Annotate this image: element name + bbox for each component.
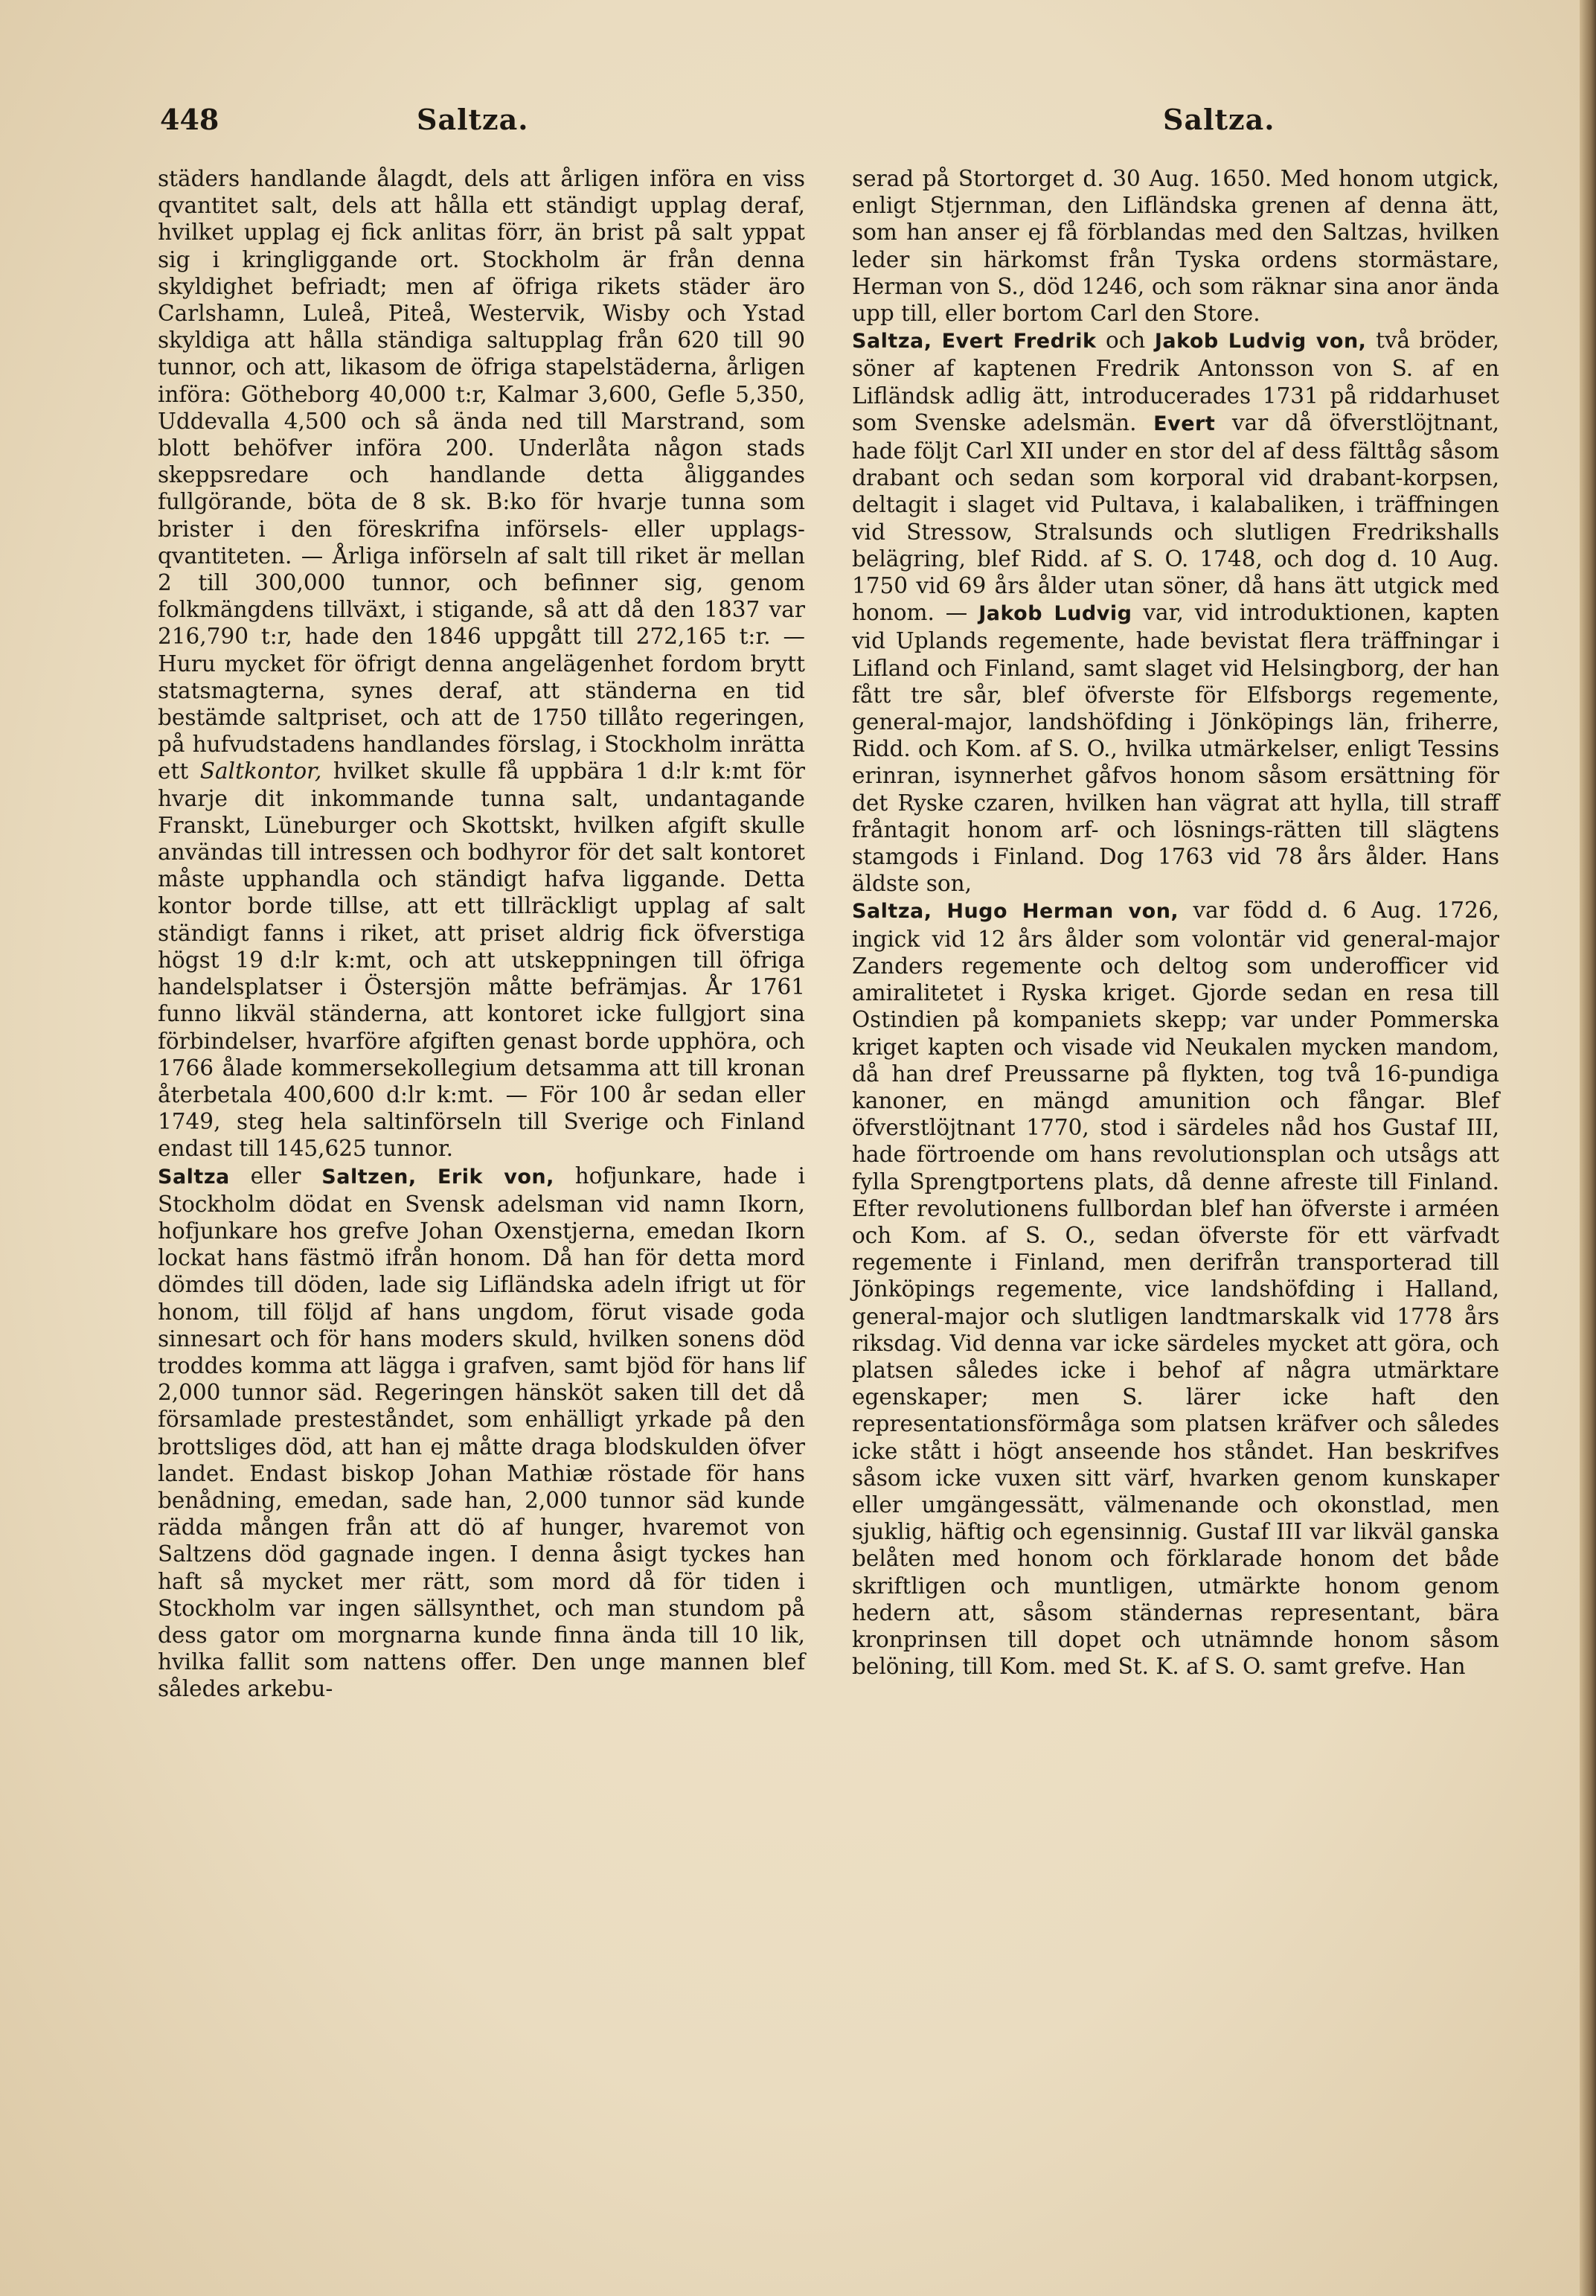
page-spine-shadow <box>1580 0 1596 2296</box>
salt-text-a: städers handlande ålagdt, dels att årligen införa en viss qvantitet salt, dels att hålla ett ständigt upplag deraf, hvilket upplag ej fick anlitas förr, än brist på salt yppat sig i kringliggande ort. Stockholm är från denna skyldighet befriadt; men af öfriga rikets städer äro Carlshamn, Luleå, Piteå, Westervik, Wisby och Ystad skyldiga att hålla ständiga saltupplag från 620 till 90 tunnor, och att, likasom de öfriga stapelstäderna, årligen införa: Götheborg 40,000 t:r, Kalmar 3,600, Gefle 5,350, Uddevalla 4,500 och så ända ned till Marstrand, som blott behöfver införa 200. Underlåta någon stads skeppsredare och handlande detta åliggandes fullgörande, böta de 8 sk. B:ko för hvarje tunna som brister i den föreskrifna införsels- eller upplags-qvantiteten. — Årliga införseln af salt till riket är mellan 2 till 300,000 tunnor, och befinner sig, genom folkmängdens tillväxt, i stigande, så att då den 1837 var 216,790 t:r, hade den 1846 uppgått till 272,165 t:r. — Huru mycket för öfrigt denna angelägenhet fordom brytt statsmagterna, synes deraf, att ständerna en tid bestämde saltpriset, och att de 1750 tillåto regeringen, på hufvudstadens handlandes förslag, i Stockholm inrätta ett <box>158 166 805 784</box>
entry-evert-jakob-saltza <box>852 327 1499 897</box>
salt-article-continuation <box>158 165 805 1163</box>
entry-text: var då öfverstlöjtnant, hade följt Carl XII under en stor del af dess fälttåg såsom drabant och sedan som korporal vid drabant-korpsen, deltagit i slaget vid Pultava, i kalabaliken, i träffningen vid Stressow, Stralsunds och slutligen Fredrikshalls belägring, blef Ridd. af S. O. 1748, och dog d. 10 Aug. 1750 vid 69 års ålder utan söner, då hans ätt utgick med honom. — <box>852 409 1500 626</box>
erik-entry-continuation: serad på Stortorget d. 30 Aug. 1650. Med honom utgick, enligt Stjernman, den Lifländska grenen af denna ätt, som han anser ej få förblandas med den Saltzas, hvilken leder sin härkomst från Tyska ordens stormästare, Herman von S., död 1246, och som räknar sina anor ända upp till, eller bortom Carl den Store. <box>852 166 1499 327</box>
headword: Saltza <box>158 1165 230 1189</box>
right-column <box>852 165 1499 1680</box>
subheadword-evert: Evert <box>1153 412 1216 435</box>
running-head-left: Saltza. <box>417 103 529 136</box>
entry-erik-von-saltza <box>158 1163 805 1703</box>
saltkontor-term: Saltkontor, <box>199 758 322 784</box>
headword: Saltzen, Erik von, <box>321 1165 554 1189</box>
headword-connector: eller <box>229 1163 322 1189</box>
headword-connector: och <box>1096 327 1155 354</box>
left-column <box>158 165 805 1703</box>
entry-text: var, vid introduktionen, kapten vid Uplands regemente, hade bevistat flera träffningar i Lifland och Finland, samt slaget vid Helsingborg, der han fått tre sår, blef öfverste för Elfsborgs regemente, general-major, landshöfding i Jönköpings län, friherre, Ridd. och Kom. af S. O., hvilka utmärkelser, enligt Tessins erinran, isynnerhet gåfvos honom såsom ersättning för det Ryske czaren, hvilken han vägrat att hylla, till straff fråntagit honom arf- och lösnings-rätten till slägtens stamgods i Finland. Dog 1763 vid 78 års ålder. Hans äldste son, <box>852 600 1499 897</box>
headword: Jakob Ludvig von, <box>1154 330 1367 354</box>
entry-text: två bröder, söner af kaptenen Fredrik Antonsson von S. af en Lifländsk adlig ätt, introducerades 1731 på riddarhuset som Svenske adelsmän. <box>852 327 1499 435</box>
page-number: 448 <box>160 103 219 136</box>
headword: Saltza, Evert Fredrik <box>852 330 1097 354</box>
salt-text-b: hvilket skulle få uppbära 1 d:lr k:mt för hvarje dit inkommande tunna salt, undantagande Franskt, Lüneburger och Skottskt, hvilken afgift skulle användas till intressen och bodhyror för det salt kontoret måste upphandla och ständigt hafva liggande. Detta kontor borde tillse, att ett tillräckligt upplag af salt ständigt fanns i riket, att priset aldrig fick öfverstiga högst 19 d:lr k:mt, och att utskeppningen till öfriga handelsplatser i Östersjön måtte befrämjas. År 1761 funno likväl ständerna, att kontoret icke fullgjort sina förbindelser, hvarföre afgiften genast borde upphöra, och 1766 ålade kommersekollegium detsamma att till kronan återbetala 400,600 d:lr k:mt. — För 100 år sedan eller 1749, steg hela saltinförseln till Sverige och Finland endast till 145,625 tunnor. <box>158 758 805 1162</box>
entry-text: hofjunkare, hade i Stockholm dödat en Svensk adelsman vid namn Ikorn, hofjunkare hos grefve Johan Oxenstjerna, emedan Ikorn lockat hans fästmö ifrån honom. Då han för detta mord dömdes till döden, lade sig Lifländska adeln ifrigt ut för honom, till följd af hans ungdom, förut visade goda sinnesart och för hans moders skuld, hvilken sonens död troddes komma att lägga i grafven, samt bjöd för hans lif 2,000 tunnor säd. Regeringen hänsköt saken till det då församlade presteståndet, som enhälligt yrkade på den brottsliges död, att han ej måtte draga blodskulden öfver landet. Endast biskop Johan Mathiæ röstade för hans benådning, emedan, sade han, 2,000 tunnor säd kunde rädda mången från att dö af hunger, hvaremot von Saltzens död gagnade ingen. I denna åsigt tyckes han haft så mycket mer rätt, som mord då för tiden i Stockholm var ingen sällsynthet, och man stundom på dess gator om morgnarna kunde finna ända till 10 lik, hvilka fallit som nattens offer. Den unge mannen blef således arkebu- <box>158 1163 805 1702</box>
subheadword-jakob-ludvig: Jakob Ludvig <box>978 602 1132 626</box>
entry-hugo-herman-saltza <box>852 897 1499 1680</box>
page-header <box>160 103 1484 147</box>
running-head-right: Saltza. <box>1163 103 1275 136</box>
headword: Saltza, Hugo Herman von, <box>852 900 1179 924</box>
entry-text: var född d. 6 Aug. 1726, ingick vid 12 års ålder som volontär vid general-major Zanders regemente och deltog som underofficer vid amiralitetet i Ryska kriget. Gjorde sedan en resa till Ostindien på kompaniets skepp; var under Pommerska kriget kapten och visade vid Neukalen mycken mandom, då han dref Preussarne på flykten, tog två 16-pundiga kanoner, en mängd amunition och fångar. Blef öfverstlöjtnant 1770, stod i särdeles nåd hos Gustaf III, hade förtroende om hans revolutionsplan och utsågs att fylla Sprengtportens plats, då denne afreste till Finland. Efter revolutionens fullbordan blef han öfverste i arméen och Kom. af S. O., sedan öfverste för ett värfvadt regemente i Finland, men derifrån transporterad till Jönköpings regemente, vice landshöfding i Halland, general-major och slutligen landtmarskalk vid 1778 års riksdag. Vid denna var icke särdeles mycket att göra, och platsen således icke i behof af några utmärktare egenskaper; men S. lärer icke haft den representationsförmåga som platsen kräfver och således icke stått i högt anseende hos ståndet. Han beskrifves såsom icke vuxen sitt värf, hvarken genom kunskaper eller umgängessätt, välmenande och okonstlad, men sjuklig, häftig och egensinnig. Gustaf III var likväl ganska belåten med honom och förklarade honom det både skriftligen och muntligen, utmärkte honom genom hedern att, såsom ständernas representant, bära kronprinsen till dopet och utnämnde honom såsom belöning, till Kom. med St. K. af S. O. samt grefve. Han <box>852 898 1499 1680</box>
